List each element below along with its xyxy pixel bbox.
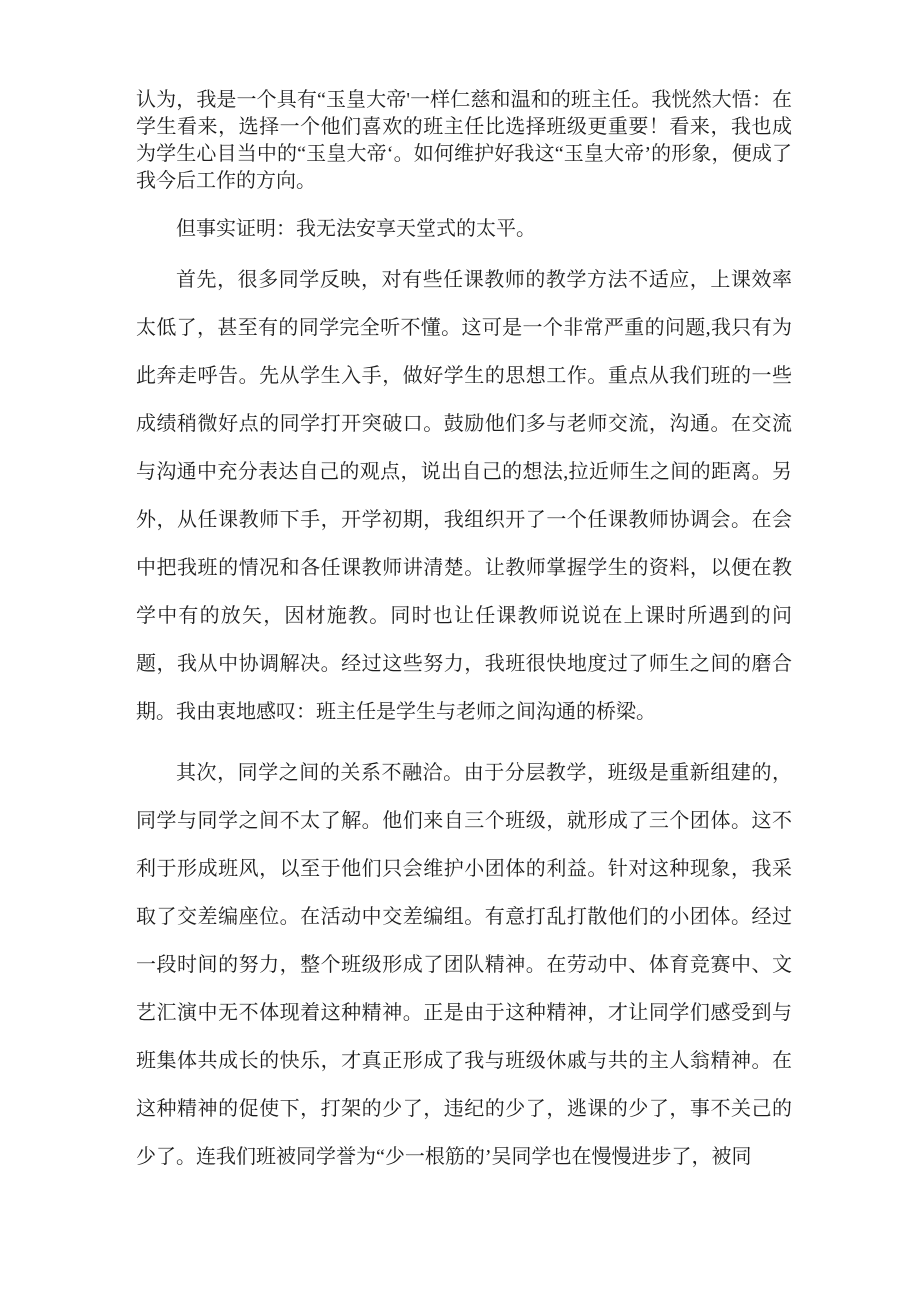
- paragraph-statement: 但事实证明：我无法安享天堂式的太平。: [176, 218, 536, 240]
- paragraph-first-point: 首先，很多同学反映，对有些任课教师的教学方法不适应，上课效率太低了，甚至有的同学完全听不懂。这可是一个非常严重的问题,我只有为此奔走呼告。先从学生入手，做好学生的思想工作。重点从我们班的一些成绩稍微好点的同学打开突破口。鼓励他们多与老师交流，沟通。在交流与沟通中充分表达自己的观点，说出自己的想法,拉近师生之间的距离。另外，从任课教师下手，开学初期，我组织开了一个任课教师协调会。在会中把我班的情况和各任课教师讲清楚。让教师掌握学生的资料，以便在教学中有的放矢，因材施教。同时也让任课教师说说在上课时所遇到的问题，我从中协调解决。经过这些努力，我班很快地度过了师生之间的磨合期。我由衷地感叹：班主任是学生与老师之间沟通的桥梁。: [136, 269, 792, 723]
- paragraph-continuation: 认为，我是一个具有“玉皇大帝'一样仁慈和温和的班主任。我恍然大悟：在学生看来，选择一个他们喜欢的班主任比选择班级更重要！看来，我也成为学生心目当中的“玉皇大帝‘。如何维护好我这“玉皇大帝’的形象，便成了我今后工作的方向。: [136, 89, 792, 192]
- paragraph-second-point: 其次，同学之间的关系不融洽。由于分层教学，班级是重新组建的，同学与同学之间不太了解。他们来自三个班级，就形成了三个团体。这不利于形成班风，以至于他们只会维护小团体的利益。针对这种现象，我采取了交差编座位。在活动中交差编组。有意打乱打散他们的小团体。经过一段时间的努力，整个班级形成了团队精神。在劳动中、体育竞赛中、文艺汇演中无不体现着这种精神。正是由于这种精神，才让同学们感受到与班集体共成长的快乐，才真正形成了我与班级休戚与共的主人翁精神。在这种精神的促使下，打架的少了，违纪的少了，逃课的少了，事不关己的少了。连我们班被同学誉为“少一根筋的’吴同学也在慢慢进步了，被同: [136, 762, 792, 1168]
